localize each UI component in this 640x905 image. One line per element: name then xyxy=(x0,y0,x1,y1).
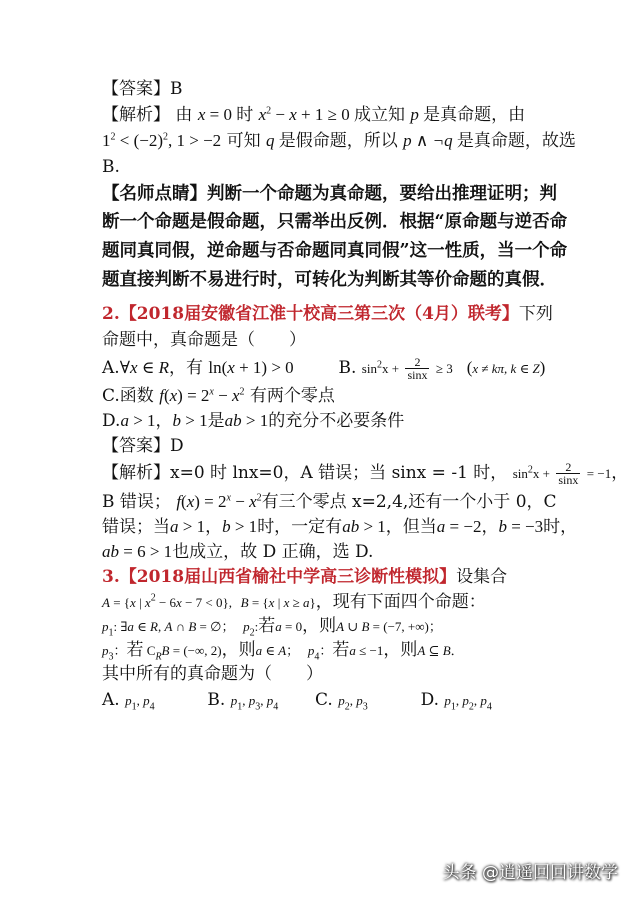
q1-tip-line-1: 【名师点睛】判断一个命题为真命题，要给出推理证明；判 xyxy=(102,184,557,204)
answer-label: 【答案】 xyxy=(102,79,170,99)
q2-answer-line xyxy=(102,434,184,458)
question-number: 3. xyxy=(102,567,120,587)
watermark-text: 头条 @逍遥回回讲数学 xyxy=(442,863,618,883)
q3-propositions-p1-p2: $p_1$: ∃a ∈ R, A ∩ B = ∅； $p_2$:若a = 0，则A ∪ B = (−7, +∞)； xyxy=(102,616,442,639)
answer-value: D xyxy=(170,436,184,456)
q2-options-ab xyxy=(102,356,545,381)
option-c: C. $p_2$, $p_3$ xyxy=(315,690,368,713)
question-source: 【2018届山西省榆社中学高三诊断性模拟】 xyxy=(119,567,457,587)
q1-analysis-line-1: 【解析】 由 x = 0 时 $x^2 - x + 1 \ge 0$ 成立知 p 是真命题，由 xyxy=(102,105,526,125)
option-d: D. $p_1$, $p_2$, $p_4$ xyxy=(420,690,492,713)
analysis-label: 【解析】 xyxy=(102,105,170,125)
option-c: C.函数 $f(x) = 2^x - x^2$ 有两个零点 xyxy=(102,386,335,406)
question-source: 【2018届安徽省江淮十校高三第三次（4月）联考】 xyxy=(119,304,519,324)
q1-analysis-line-2: $1^2 < (-2)^2$, 1 > −2 可知 q 是假命题，所以 p ∧ ¬q 是真命题，故选 xyxy=(102,131,576,151)
option-a: A.∀x ∈ R，有 ln(x + 1) > 0 xyxy=(102,358,294,378)
question-number: 2. xyxy=(102,304,120,324)
q3-propositions-p3-p4: $p_3$：若 $C_RB$ = (−∞, 2)，则a ∈ A； $p_4$：若a ≤ −1，则A ⊆ B． xyxy=(102,640,464,663)
q3-stem-question: 其中所有的真命题为（ ） xyxy=(102,664,323,684)
tip-label: 【名师点睛】 xyxy=(102,184,207,204)
answer-value: B xyxy=(170,79,183,99)
watermark xyxy=(443,858,618,883)
q1-analysis-line-3: B. xyxy=(102,157,120,177)
q1-answer-line xyxy=(102,77,183,101)
q3-options xyxy=(102,688,492,713)
q1-tip-line-2: 断一个命题是假命题，只需举出反例．根据“原命题与逆否命 xyxy=(102,212,568,232)
q2-analysis-line-2: B 错误； $f(x) = 2^x - x^2$有三个零点 x=2,4,还有一个小于 0，C xyxy=(102,492,557,512)
option-b: B. $p_1$, $p_3$, $p_4$ xyxy=(207,690,279,713)
q2-analysis-line-3: 错误；当a > 1，b > 1时，一定有ab > 1，但当a = −2，b = −3时， xyxy=(102,517,578,537)
math-p-and-not-q: p ∧ ¬q xyxy=(403,131,457,150)
q1-tip-line-4: 题直接判断不易进行时，可转化为判断其等价命题的真假． xyxy=(102,270,557,290)
answer-label: 【答案】 xyxy=(102,436,170,456)
math-p: p xyxy=(410,105,424,124)
option-d: D.a > 1，b > 1是ab > 1的充分不必要条件 xyxy=(102,411,405,431)
analysis-label: 【解析】 xyxy=(102,463,170,483)
math-compare: $1^2 < (-2)^2$, 1 > −2 xyxy=(102,131,222,150)
q3-header-line: 3.【2018届山西省榆社中学高三诊断性模拟】设集合 xyxy=(102,567,508,587)
math-inequality: x xyxy=(258,105,267,124)
option-a: A. $p_1$, $p_4$ xyxy=(102,690,155,713)
option-b: B. $\sin^2x$ + $\frac{2}{\sin x}$ ≥ 3 (x ≠ kπ, k ∈ Z) xyxy=(338,355,546,382)
q3-sets-line: A = {x | $x^2 - 6x - 7 < 0$}, B = {x | x ≥ a}，现有下面四个命题： xyxy=(102,592,486,612)
q2-analysis-line-4: ab = 6 > 1也成立，故 D 正确，选 D. xyxy=(102,542,374,562)
math-q: q xyxy=(266,131,279,150)
q2-analysis-line-1: 【解析】x=0 时 lnx=0，A 错误；当 sinx = -1 时， $\sin^2x$ + $\frac{2}{\sin x}$ = −1， xyxy=(102,460,629,487)
q2-header-line: 2.【2018届安徽省江淮十校高三第三次（4月）联考】下列 xyxy=(102,304,553,324)
q1-tip-line-3: 题同真同假，逆命题与否命题同真同假”这一性质，当一个命 xyxy=(102,241,568,261)
q2-stem-line: 命题中，真命题是（ ） xyxy=(102,330,306,350)
math-x-eq-0: x xyxy=(197,105,206,124)
